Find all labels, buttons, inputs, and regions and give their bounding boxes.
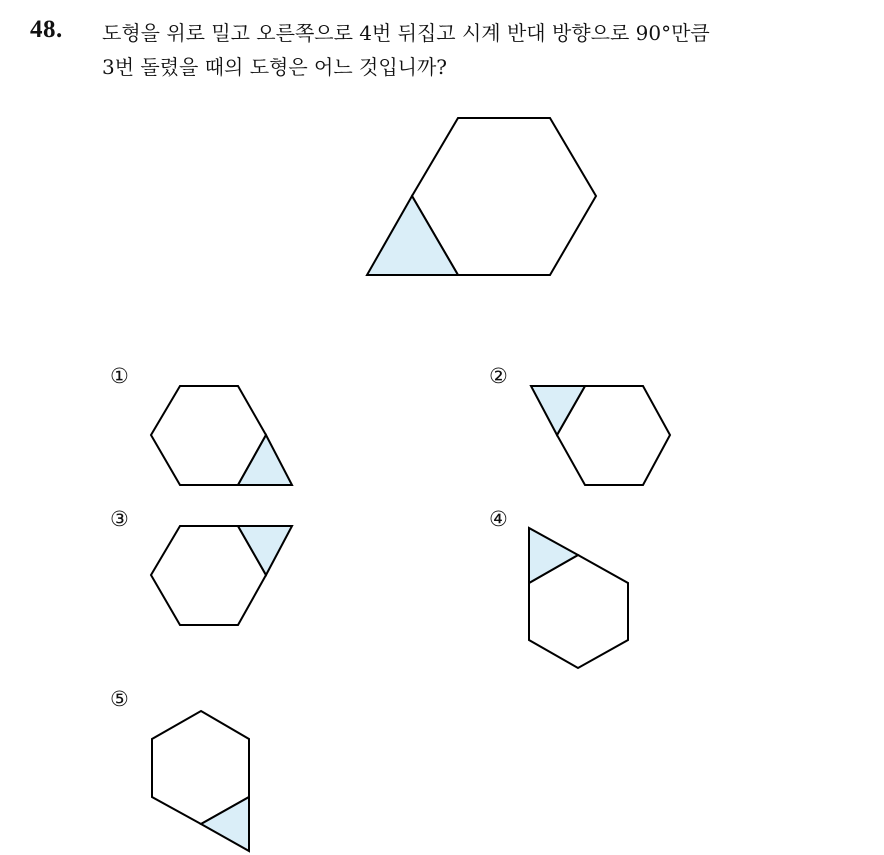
choice-1-figure[interactable] <box>146 380 298 490</box>
choice-4-marker[interactable]: ④ <box>489 507 508 531</box>
choice-2-marker[interactable]: ② <box>489 364 508 388</box>
choice-3-marker[interactable]: ③ <box>110 507 129 531</box>
choice-5-marker[interactable]: ⑤ <box>110 687 129 711</box>
question-text <box>102 16 872 84</box>
question-text-line-1: 도형을 위로 밀고 오른쪽으로 4번 뒤집고 시계 반대 방향으로 90°만큼 <box>102 21 710 45</box>
main-figure <box>360 112 604 282</box>
choice-1-marker[interactable]: ① <box>110 364 129 388</box>
choice-2-figure[interactable] <box>525 380 677 490</box>
choice-3-figure[interactable] <box>146 520 298 632</box>
choice-5-figure[interactable] <box>146 704 256 854</box>
question-number: 48. <box>30 16 63 43</box>
question-text-line-2: 3번 돌렸을 때의 도형은 어느 것입니까? <box>102 55 448 79</box>
choice-4-figure[interactable] <box>522 522 634 672</box>
